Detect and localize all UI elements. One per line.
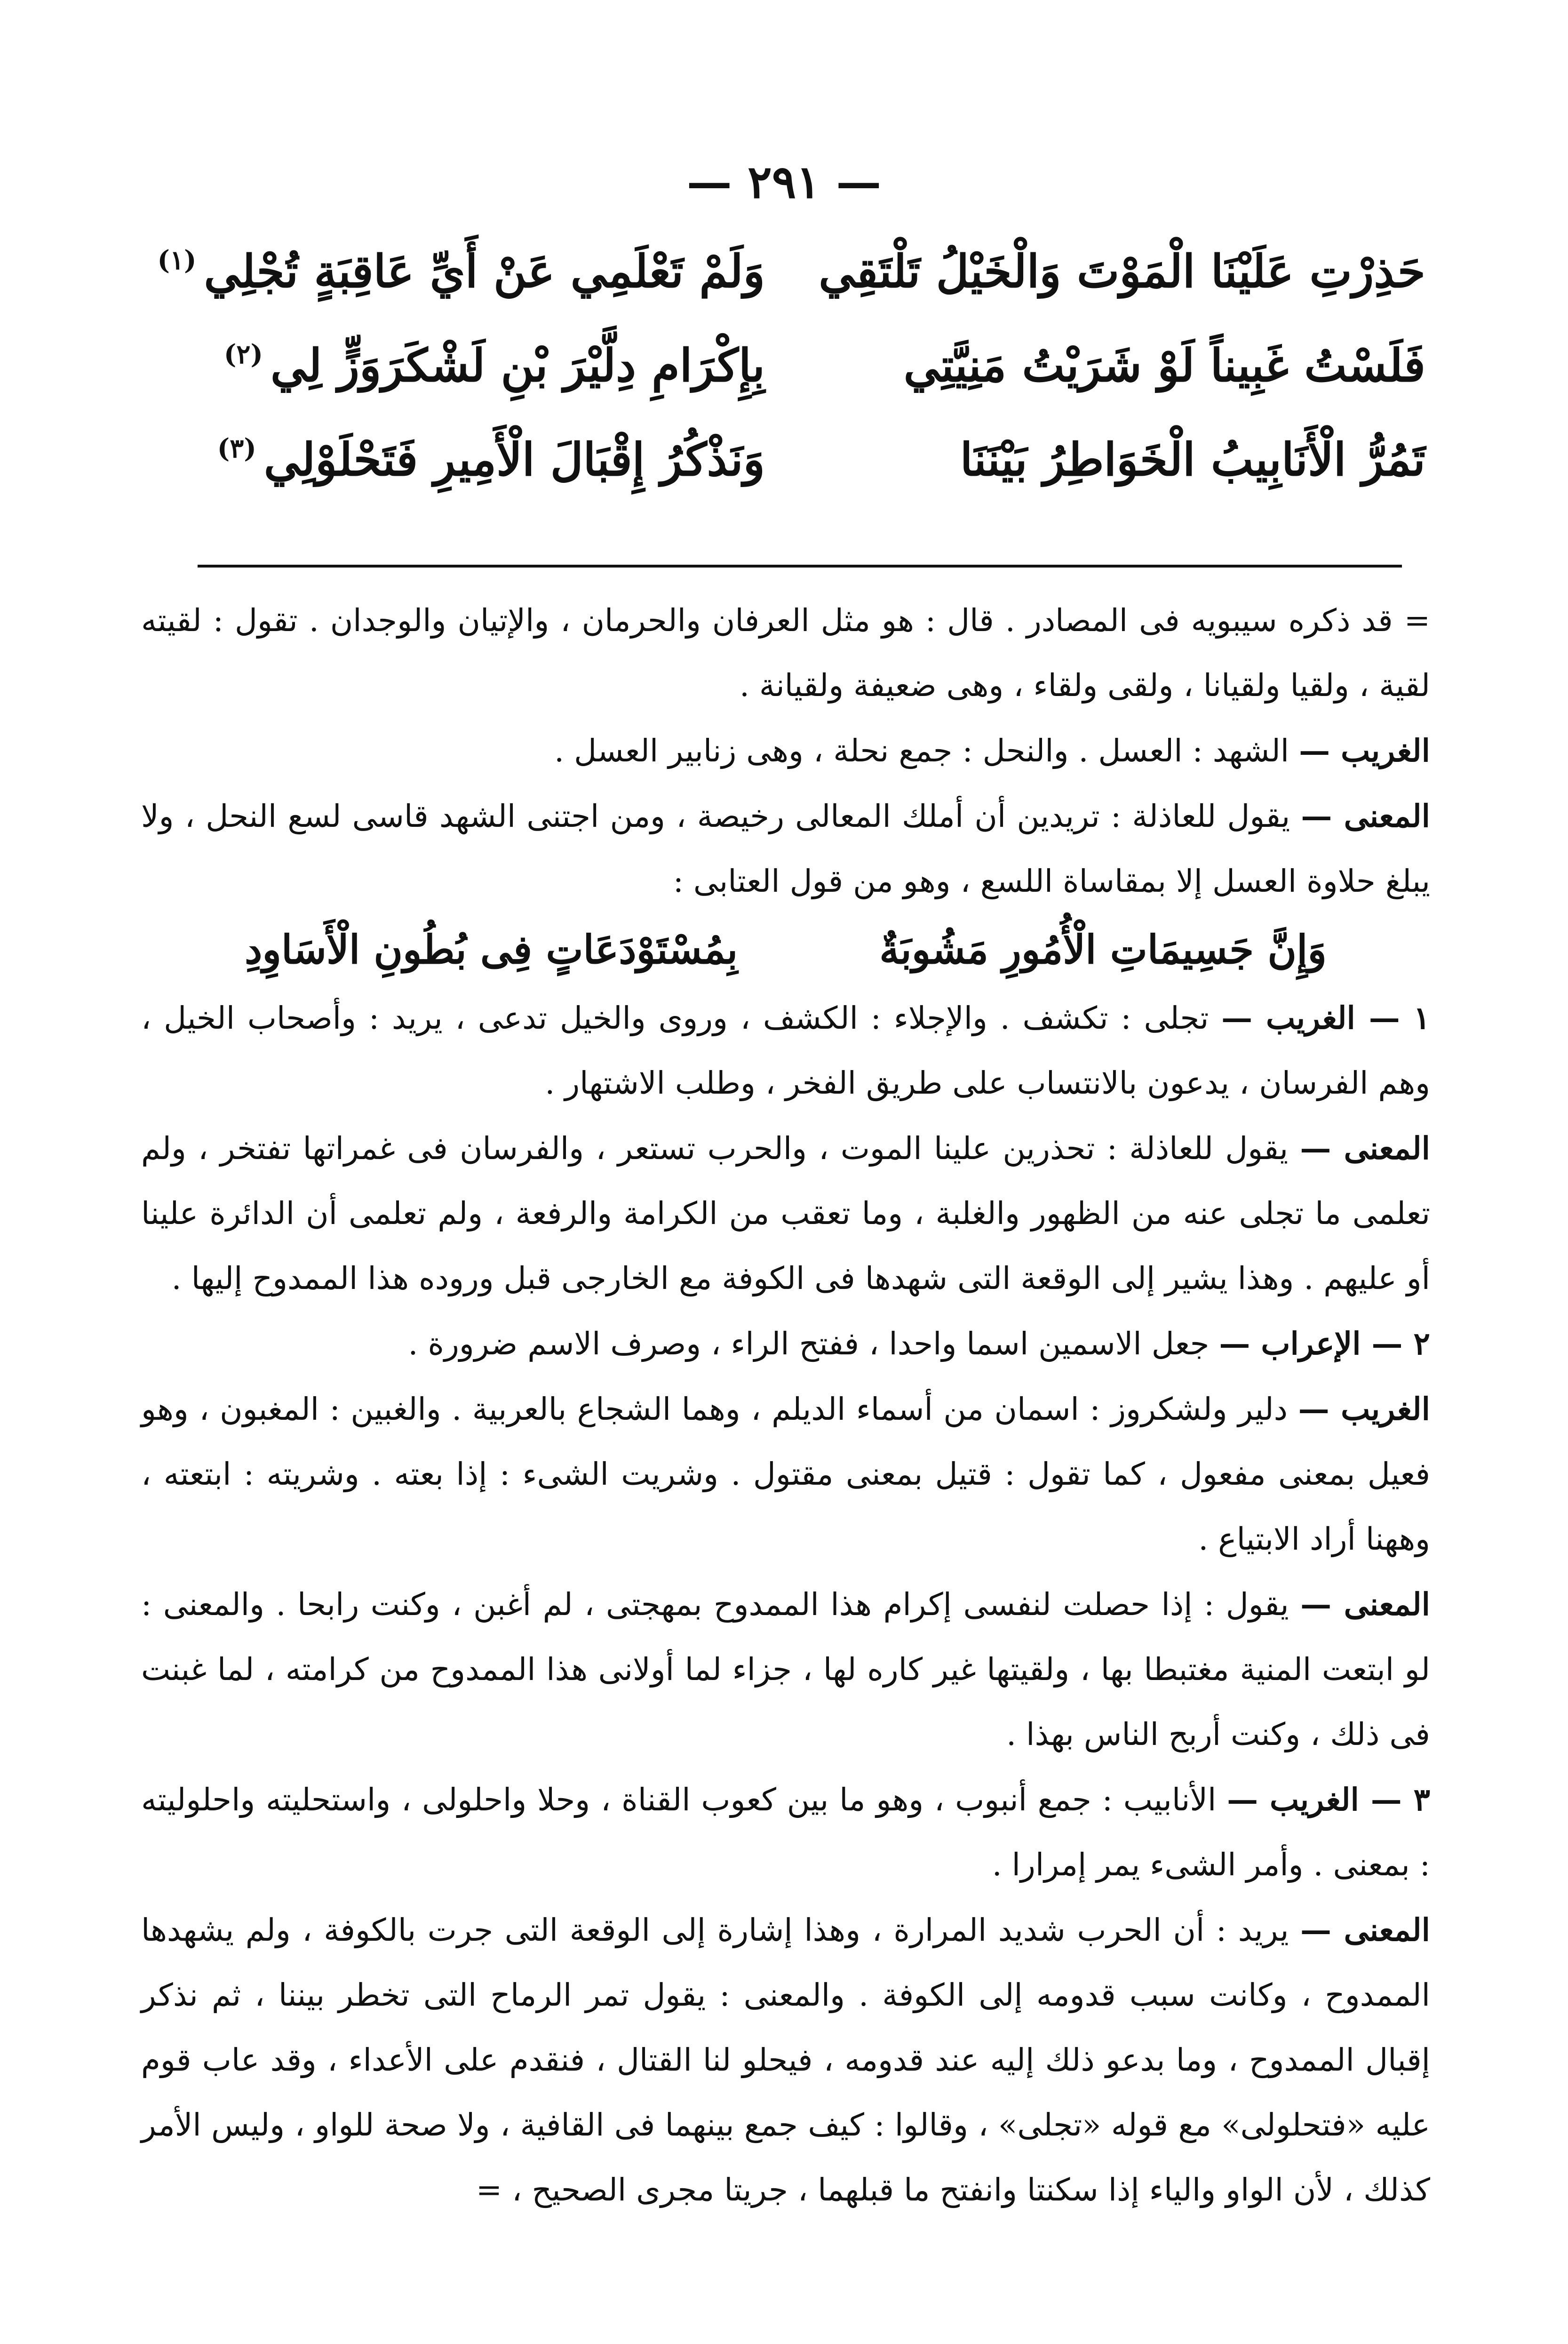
quoted-verse-second: بِمُسْتَوْدَعَاتٍ فِى بُطُونِ الْأَسَاوِدِ — [245, 926, 738, 973]
quoted-verse — [141, 914, 1430, 985]
verse-2-second-hemistich-wrap — [155, 339, 765, 392]
commentary — [141, 588, 1430, 2223]
paragraph-text: يقول للعاذلة : تحذرين علينا الموت ، والحرب تستعر ، والفرسان فى غمراتها تفتخر ، ولم تعلمى ما تجلى عنه من الظهور والغلبة ، وما تعقب من الكرامة والرفعة ، ولم تعلمى أن الدائرة علينا أو عليهم . وهذا يشير إلى الوقعة التى شهدها فى الكوفة مع الخارجى قبل وروده هذا الممدوح إليها . — [141, 1130, 1430, 1296]
commentary-paragraph-2 — [141, 718, 1430, 784]
footnote-marker-3: (٣) — [217, 433, 256, 464]
term-label: الغريب — — [1299, 732, 1430, 769]
paragraph-text: تجلى : تكشف . والإجلاء : الكشف ، وروى والخيل تدعى ، يريد : وأصحاب الخيل ، وهم الفرسان ، يدعون بالانتساب على طريق الفخر ، وطلب الاشتهار . — [141, 1000, 1430, 1101]
commentary-paragraph-8 — [141, 1572, 1430, 1767]
verse-1-second-hemistich: وَلَمْ تَعْلَمِي عَنْ أَيِّ عَاقِبَةٍ تُجْلِي — [204, 245, 765, 298]
page-number: — ٢٩١ — — [686, 155, 882, 208]
verse-3-second-hemistich: وَنَذْكُرُ إِقْبَالَ الْأَمِيرِ فَتَحْلَوْلِي — [263, 433, 765, 486]
paragraph-text: دلير ولشكروز : اسمان من أسماء الديلم ، وهما الشجاع بالعربية . والغبين : المغبون ، وهو فعيل بمعنى مفعول ، كما تقول : قتيل بمعنى مقتول . وشريت الشىء : إذا بعته . وشريته : ابتعته ، وههنا أراد الابتياع . — [141, 1391, 1430, 1557]
quoted-verse-first: وَإِنَّ جَسِيمَاتِ الْأُمُورِ مَشُوبَةٌ — [879, 926, 1327, 973]
verse-1-second-hemistich-wrap — [155, 245, 765, 298]
paragraph-text: الشهد : العسل . والنحل : جمع نحلة ، وهى زنابير العسل . — [554, 733, 1299, 769]
poem — [155, 245, 1425, 527]
commentary-paragraph-5 — [141, 1116, 1430, 1311]
footnote-marker-1: (١) — [157, 245, 197, 276]
verse-1-first-hemistich: حَذِرْتِ عَلَيْنَا الْمَوْتَ وَالْخَيْلُ تَلْتَقِي — [819, 245, 1425, 298]
commentary-paragraph-4 — [141, 985, 1430, 1116]
term-label: ١ — الغريب — — [1221, 1000, 1430, 1036]
term-label: الغريب — — [1298, 1391, 1431, 1427]
paragraph-text: يريد : أن الحرب شديد المرارة ، وهذا إشارة إلى الوقعة التى جرت بالكوفة ، ولم يشهدها الممدوح ، وكانت سبب قدومه إلى الكوفة . والمعنى : يقول تمر الرماح التى تخطر بيننا ، ثم نذكر إقبال الممدوح ، وما بدعو ذلك إليه عند قدومه ، فيحلو لنا القتال ، فنقدم على الأعداء ، وقد عاب قوم عليه «فتحلولى» مع قوله «تجلى» ، وقالوا : كيف جمع بينهما فى القافية ، ولا صحة للواو ، وليس الأمر كذلك ، لأن الواو والياء إذا سكنتا وانفتح ما قبلهما ، جريتا مجرى الصحيح ، = — [141, 1912, 1430, 2208]
commentary-paragraph-7 — [141, 1376, 1430, 1572]
divider-rule — [198, 565, 1402, 568]
verse-2 — [155, 339, 1425, 433]
paragraph-text: يقول للعاذلة : تريدين أن أملك المعالى رخيصة ، ومن اجتنى الشهد قاسى لسع النحل ، ولا يبلغ حلاوة العسل إلا بمقاساة اللسع ، وهو من قول العتابى : — [141, 798, 1430, 899]
paragraph-text: جعل الاسمين اسما واحدا ، ففتح الراء ، وصرف الاسم ضرورة . — [408, 1326, 1219, 1362]
commentary-paragraph-10 — [141, 1897, 1430, 2223]
verse-1 — [155, 245, 1425, 339]
term-label: ٢ — الإعراب — — [1219, 1325, 1430, 1362]
term-label: المعنى — — [1300, 1586, 1430, 1623]
verse-3-second-hemistich-wrap — [155, 433, 765, 486]
verse-2-first-hemistich: فَلَسْتُ غَبِيناً لَوْ شَرَيْتُ مَنِيَّتِي — [903, 339, 1425, 392]
term-label: المعنى — — [1301, 798, 1430, 834]
verse-3-first-hemistich: تَمُرُّ الْأَنَابِيبُ الْخَوَاطِرُ بَيْنَنَا — [960, 433, 1425, 486]
verse-2-second-hemistich: بِإِكْرَامِ دِلَّيْرَ بْنِ لَشْكَرَوَزٍّ لِي — [270, 339, 765, 392]
term-label: المعنى — — [1300, 1130, 1430, 1167]
commentary-paragraph-6 — [141, 1311, 1430, 1376]
paragraph-text: الأنابيب : جمع أنبوب ، وهو ما بين كعوب القناة ، وحلا واحلولى ، واستحليته واحلوليته : بمعنى . وأمر الشىء يمر إمرارا . — [141, 1782, 1430, 1883]
commentary-paragraph-3 — [141, 784, 1430, 914]
term-label: المعنى — — [1300, 1912, 1430, 1948]
term-label: ٣ — الغريب — — [1227, 1781, 1431, 1818]
paragraph-text: يقول : إذا حصلت لنفسى إكرام هذا الممدوح بمهجتى ، لم أغبن ، وكنت رابحا . والمعنى : لو ابتعت المنية مغتبطا بها ، ولقيتها غير كاره لها ، جزاء لما أولانى هذا الممدوح من كرامته ، لما غبنت فى ذلك ، وكنت أربح الناس بهذا . — [141, 1586, 1430, 1752]
commentary-paragraph-1: = قد ذكره سيبويه فى المصادر . قال : هو مثل العرفان والحرمان ، والإتيان والوجدان . تقول : لقيته لقية ، ولقيا ولقيانا ، ولقى ولقاء ، وهى ضعيفة ولقيانة . — [141, 602, 1430, 704]
footnote-marker-2: (٢) — [223, 339, 263, 370]
commentary-paragraph-9 — [141, 1767, 1430, 1897]
verse-3 — [155, 433, 1425, 527]
